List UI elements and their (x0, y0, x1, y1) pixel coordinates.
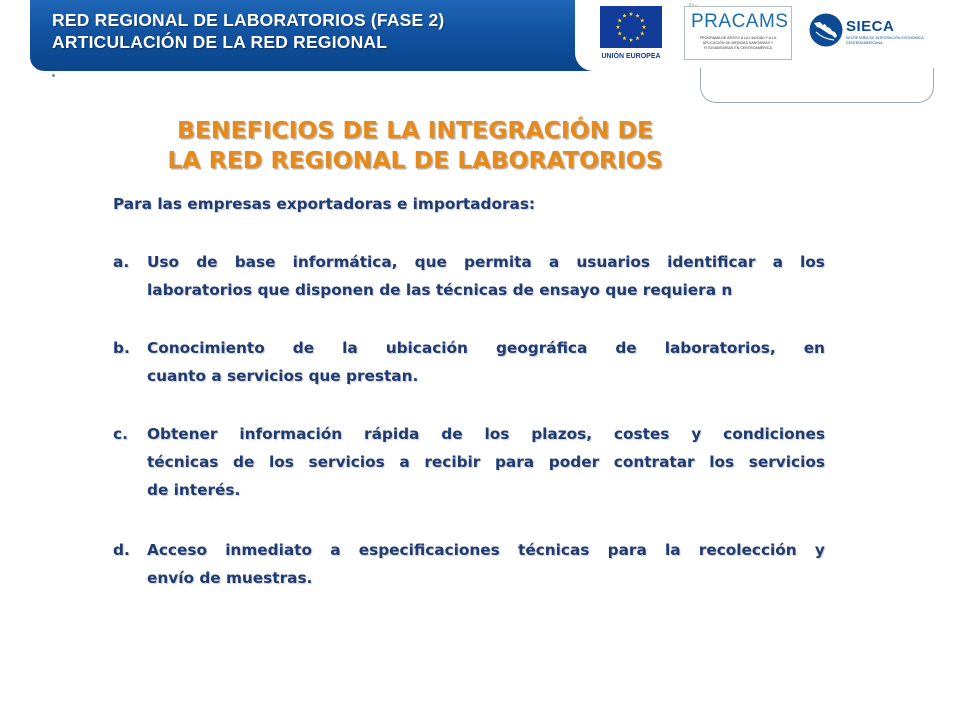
eu-star (622, 36, 626, 40)
sieca-caption: SECRETARÍA DE INTEGRACIÓN ECONÓMICA CENTROAMERICANA (846, 36, 924, 45)
word: de (292, 339, 315, 357)
benefit-line: cuanto a servicios que prestan. (147, 367, 419, 385)
eu-logo (600, 6, 662, 66)
benefit-line (147, 448, 825, 476)
eu-star (629, 38, 633, 42)
eu-star (642, 25, 646, 29)
word: los (800, 253, 825, 271)
word: servicios (308, 453, 385, 471)
word: a (548, 253, 560, 271)
word: identificar (667, 253, 756, 271)
slide-title-line-1: BENEFICIOS DE LA INTEGRACIÓN DE (176, 116, 654, 144)
word: técnicas (518, 541, 590, 559)
pracams-caption: PROGRAMA DE APOYO A LA CALIDAD Y A LA APLICACIÓN DE MEDIDAS SANITARIAS Y FITOSANITARIAS EN CENTROAMÉRICA (699, 36, 777, 50)
word: recolección (698, 541, 797, 559)
word: la (664, 541, 681, 559)
word: de (196, 253, 218, 271)
word: los (709, 453, 735, 471)
word: técnicas (147, 453, 219, 471)
word: inmediato (225, 541, 312, 559)
eu-star (635, 13, 639, 17)
benefit-line: laboratorios que disponen de las técnicas de ensayo que requiera n (147, 281, 733, 299)
word: Uso (147, 253, 180, 271)
word: poder (548, 453, 600, 471)
word: los (484, 425, 510, 443)
benefit-line (147, 420, 825, 448)
word: a (330, 541, 341, 559)
header-title (52, 9, 572, 53)
eu-star (618, 18, 622, 22)
word: a (399, 453, 410, 471)
benefit-line (147, 536, 825, 564)
word: a (772, 253, 783, 271)
eu-star (616, 25, 620, 29)
benefit-line: envío de muestras. (147, 569, 313, 587)
eu-flag-icon (600, 6, 662, 48)
header-tab-outline (700, 68, 934, 103)
word: para (607, 541, 647, 559)
benefit-line (147, 248, 825, 276)
word: laboratorios, (664, 339, 776, 357)
section-heading: Para las empresas exportadoras e importadoras: (113, 195, 536, 213)
word: recibir (424, 453, 481, 471)
word: de (615, 339, 637, 357)
word: información (239, 425, 343, 443)
eu-star (640, 31, 644, 35)
eu-star (622, 13, 626, 17)
word: especificaciones (358, 541, 500, 559)
word: rápida (364, 425, 420, 443)
eu-star (640, 18, 644, 22)
pracams-logo (684, 6, 792, 60)
benefit-line: de interés. (147, 481, 241, 499)
word: condiciones (723, 425, 825, 443)
slide-title-line-2: LA RED REGIONAL DE LABORATORIOS (167, 146, 663, 174)
word: la (342, 339, 358, 357)
list-marker: d. (113, 541, 130, 559)
word: para (494, 453, 535, 471)
pracams-name: PRACAMS (691, 11, 789, 32)
central-america-map-icon (808, 12, 844, 48)
word: base (234, 253, 276, 271)
word: y (814, 541, 825, 559)
word: geográfica (495, 339, 588, 357)
header-title-line-1: RED REGIONAL DE LABORATORIOS (FASE 2) (52, 10, 445, 30)
decorative-dot (52, 74, 55, 77)
list-marker: a. (113, 253, 130, 271)
slide-title (110, 115, 720, 175)
eu-star (629, 12, 633, 16)
benefit-item-a (113, 248, 825, 304)
word: plazos, (531, 425, 593, 443)
header-title-line-2: ARTICULACIÓN DE LA RED REGIONAL (52, 32, 388, 52)
benefit-item-d (113, 536, 825, 592)
word: usuarios (576, 253, 650, 271)
word: contratar (613, 453, 695, 471)
word: Obtener (147, 425, 218, 443)
word: costes (613, 425, 670, 443)
word: informática, (292, 253, 398, 271)
word: los (269, 453, 294, 471)
word: en (803, 339, 825, 357)
benefit-item-b (113, 334, 825, 390)
benefit-item-c (113, 420, 825, 504)
word: y (691, 425, 702, 443)
sieca-name: SIECA (846, 18, 895, 35)
list-marker: c. (113, 425, 128, 443)
sieca-logo (806, 10, 926, 52)
word: Conocimiento (147, 339, 265, 357)
eu-star (635, 36, 639, 40)
eu-stars (600, 6, 662, 48)
list-marker: b. (113, 339, 130, 357)
word: de (233, 453, 255, 471)
benefit-line (147, 334, 825, 362)
word: de (441, 425, 463, 443)
word: ubicación (385, 339, 468, 357)
word: servicios (748, 453, 825, 471)
word: permita (464, 253, 532, 271)
eu-star (618, 31, 622, 35)
eu-caption: UNIÓN EUROPEA (601, 53, 661, 60)
word: Acceso (147, 541, 207, 559)
word: que (414, 253, 447, 271)
